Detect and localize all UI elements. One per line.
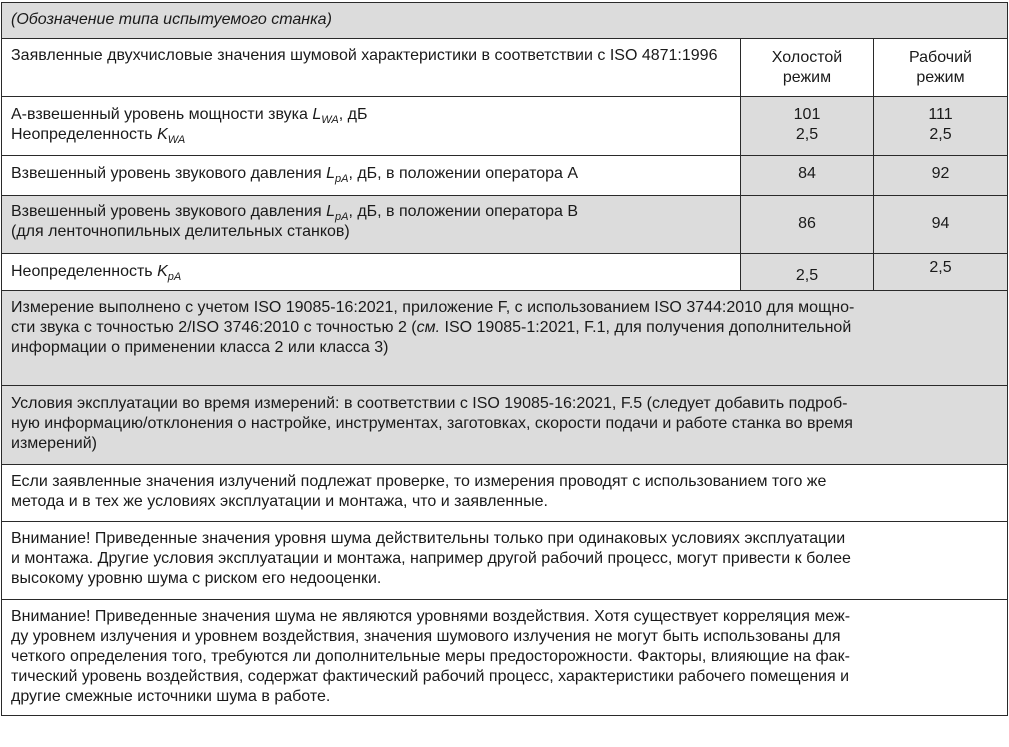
- conditions-note-row: [2, 386, 1008, 465]
- pressure-operator-b-row: [2, 196, 1008, 254]
- uncertainty-pa-label: Неопределенность $K_{pA}$: [2, 254, 741, 291]
- sound-power-row: [2, 97, 1008, 156]
- uncertainty-pa-work: 2,5: [874, 254, 1008, 291]
- conditions-note: Условия эксплуатации во время измерений: в соответствии с ISO 19085-16:2021, F.5 (следует добавить подроб- ную информацию/отклонения о настройке, инструментах, заготовках, скорости подачи и работе станка во время измерений): [2, 386, 1008, 465]
- verification-note-row: [2, 465, 1008, 522]
- pressure-b-label: Взвешенный уровень звукового давления $L_{pA}$, дБ, в положении оператора В (для ленточнопильных делительных станков): [2, 196, 741, 254]
- title-row: [2, 3, 1008, 39]
- pressure-a-idle: 84: [741, 156, 874, 196]
- header-description: Заявленные двухчисловые значения шумовой характеристики в соответствии с ISO 4871:1996: [2, 39, 741, 97]
- sound-power-idle: 101 2,5: [741, 97, 874, 156]
- pressure-a-label: Взвешенный уровень звукового давления $L_{pA}$, дБ, в положении оператора А: [2, 156, 741, 196]
- verification-note: Если заявленные значения излучений подлежат проверке, то измерения проводят с использованием того же метода и в тех же условиях эксплуатации и монтажа, что и заявленные.: [2, 465, 1008, 522]
- sound-power-work: 111 2,5: [874, 97, 1008, 156]
- header-work-mode: Рабочий режим: [874, 39, 1008, 97]
- measurement-note: Измерение выполнено с учетом ISO 19085-16:2021, приложение F, с использованием ISO 3744:2010 для мощно- сти звука с точностью 2/ISO 3746:2010 с точностью 2 (см. ISO 19085-1:2021, F.1, для получения дополнительной информации о применении класса 2 или класса 3): [2, 291, 1008, 386]
- pressure-operator-a-row: [2, 156, 1008, 196]
- pressure-b-idle: 86: [741, 196, 874, 254]
- warning-exposure-row: [2, 600, 1008, 716]
- header-row: [2, 39, 1008, 97]
- sound-power-label: А-взвешенный уровень мощности звука $L_{WA}$, дБ Неопределенность $K_{WA}$: [2, 97, 741, 156]
- uncertainty-pa-row: [2, 254, 1008, 291]
- pressure-b-work: 94: [874, 196, 1008, 254]
- warning-validity-note: Внимание! Приведенные значения уровня шума действительны только при одинаковых условиях эксплуатации и монтажа. Другие условия эксплуатации и монтажа, например другой рабочий процесс, могут привести к более высокому уровню шума с риском его недооценки.: [2, 522, 1008, 600]
- header-idle-mode: Холостой режим: [741, 39, 874, 97]
- noise-declaration-table: [1, 2, 1008, 716]
- machine-type-title: (Обозначение типа испытуемого станка): [2, 3, 1008, 39]
- warning-validity-row: [2, 522, 1008, 600]
- pressure-a-work: 92: [874, 156, 1008, 196]
- uncertainty-pa-idle: 2,5: [741, 254, 874, 291]
- warning-exposure-note: Внимание! Приведенные значения шума не являются уровнями воздействия. Хотя существует корреляция меж- ду уровнем излучения и уровнем воздействия, значения шумового излучения не могут быть использованы для четкого определения того, требуются ли дополнительные меры предосторожности. Факторы, влияющие на фак- тический уровень воздействия, содержат фактический рабочий процесс, характеристики рабочего помещения и другие смежные источники шума в работе.: [2, 600, 1008, 716]
- measurement-note-row: [2, 291, 1008, 386]
